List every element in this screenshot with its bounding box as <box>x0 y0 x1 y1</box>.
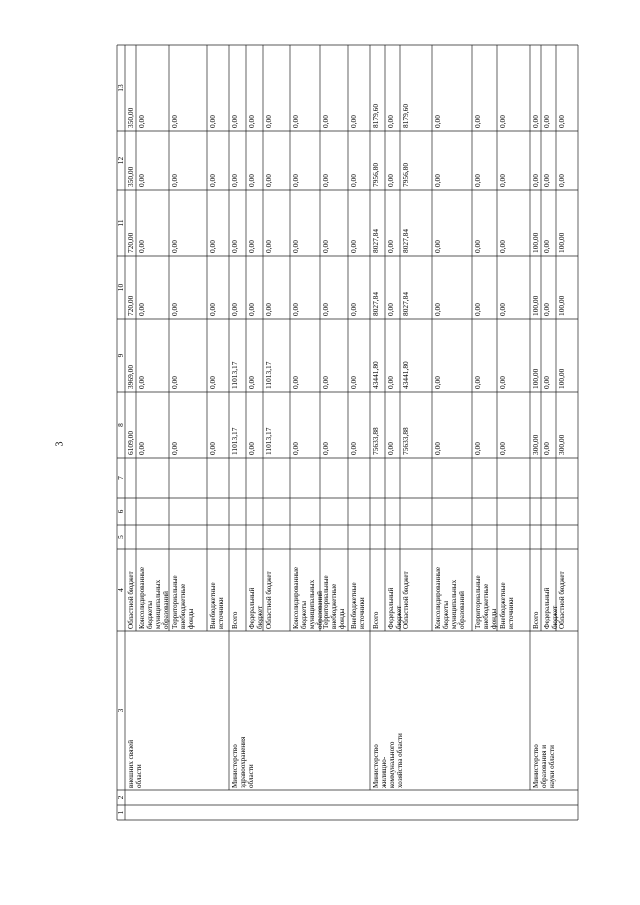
responsible-executor-label: внешних связей <box>127 739 135 788</box>
amount-cell: 0,00 <box>137 174 146 187</box>
funding-source-label: образований <box>316 591 324 629</box>
amount-cell: 100,00 <box>557 232 566 253</box>
funding-source-label: бюджет <box>395 605 403 629</box>
funding-source-label: Всего <box>532 611 540 629</box>
funding-source-label: Консолидированные <box>292 566 300 629</box>
amount-cell: 0,00 <box>498 376 507 389</box>
amount-cell: 0,00 <box>264 115 273 128</box>
funding-source-label: бюджет <box>256 605 264 629</box>
amount-cell: 350,00 <box>126 166 135 187</box>
responsible-executor-label: науки области <box>548 745 556 788</box>
budget-table-grid <box>117 45 578 820</box>
responsible-executor-label: Министерство <box>231 744 239 788</box>
amount-cell: 350,00 <box>126 107 135 128</box>
amount-cell: 75633,88 <box>371 427 380 455</box>
funding-source-label: фонды <box>187 608 195 629</box>
amount-cell: 0,00 <box>230 303 239 316</box>
amount-cell: 0,00 <box>386 303 395 316</box>
column-header-3: 3 <box>116 708 125 713</box>
amount-cell: 0,00 <box>170 240 179 253</box>
amount-cell: 0,00 <box>137 240 146 253</box>
amount-cell: 0,00 <box>498 174 507 187</box>
amount-cell: 720,00 <box>126 232 135 253</box>
column-header-4: 4 <box>116 588 125 592</box>
funding-source-label: внебюджетные <box>179 583 187 629</box>
page-number: 3 <box>54 441 66 447</box>
amount-cell: 11013,17 <box>230 427 239 455</box>
amount-cell: 0,00 <box>498 240 507 253</box>
funding-source-label: Областной бюджет <box>558 571 566 629</box>
funding-source-label: внебюджетные <box>482 583 490 629</box>
amount-cell: 0,00 <box>386 376 395 389</box>
funding-source-label: источники <box>358 597 366 629</box>
amount-cell: 0,00 <box>433 442 442 455</box>
funding-source-label: Всего <box>372 611 380 629</box>
column-header-6: 6 <box>116 509 125 514</box>
amount-cell: 8027,84 <box>401 291 410 316</box>
amount-cell: 0,00 <box>473 376 482 389</box>
amount-cell: 0,00 <box>349 240 358 253</box>
amount-cell: 100,00 <box>531 295 540 316</box>
amount-cell: 0,00 <box>542 240 551 253</box>
amount-cell: 11013,17 <box>264 361 273 389</box>
amount-cell: 75633,88 <box>401 427 410 455</box>
amount-cell: 0,00 <box>247 174 256 187</box>
amount-cell: 0,00 <box>230 174 239 187</box>
amount-cell: 0,00 <box>473 174 482 187</box>
amount-cell: 0,00 <box>291 376 300 389</box>
funding-source-label: Внебюджетные <box>209 582 217 629</box>
amount-cell: 0,00 <box>542 303 551 316</box>
amount-cell: 43441,80 <box>401 361 410 389</box>
amount-cell: 0,00 <box>433 240 442 253</box>
column-header-11: 11 <box>116 219 125 227</box>
amount-cell: 0,00 <box>498 303 507 316</box>
amount-cell: 0,00 <box>557 174 566 187</box>
amount-cell: 0,00 <box>386 240 395 253</box>
amount-cell: 0,00 <box>264 303 273 316</box>
amount-cell: 0,00 <box>264 240 273 253</box>
funding-source-label: образований <box>458 591 466 629</box>
amount-cell: 0,00 <box>433 376 442 389</box>
amount-cell: 300,00 <box>557 434 566 455</box>
funding-source-label: Территориальные <box>171 575 179 629</box>
funding-source-label: источники <box>507 597 515 629</box>
funding-source-label: Внебюджетные <box>499 582 507 629</box>
amount-cell: 0,00 <box>321 303 330 316</box>
amount-cell: 11013,17 <box>264 427 273 455</box>
funding-source-label: образований <box>162 591 170 629</box>
responsible-executor-label: здравоохранения <box>239 736 247 788</box>
amount-cell: 0,00 <box>433 174 442 187</box>
funding-source-label: внебюджетные <box>330 583 338 629</box>
amount-cell: 0,00 <box>291 442 300 455</box>
amount-cell: 0,00 <box>386 115 395 128</box>
amount-cell: 0,00 <box>137 115 146 128</box>
amount-cell: 0,00 <box>247 240 256 253</box>
amount-cell: 0,00 <box>349 303 358 316</box>
amount-cell: 0,00 <box>321 115 330 128</box>
budget-table-body <box>126 104 566 789</box>
amount-cell: 0,00 <box>542 376 551 389</box>
amount-cell: 0,00 <box>230 240 239 253</box>
amount-cell: 0,00 <box>498 115 507 128</box>
amount-cell: 0,00 <box>208 240 217 253</box>
amount-cell: 0,00 <box>473 115 482 128</box>
amount-cell: 0,00 <box>137 442 146 455</box>
amount-cell: 8179,60 <box>401 103 410 128</box>
amount-cell: 100,00 <box>531 368 540 389</box>
funding-source-label: Федеральный <box>543 587 551 629</box>
funding-source-label: муниципальных <box>450 579 458 629</box>
responsible-executor-label: области <box>247 764 255 788</box>
column-header-10: 10 <box>116 283 125 292</box>
column-header-2: 2 <box>116 795 125 800</box>
responsible-executor-label: области <box>135 764 143 788</box>
amount-cell: 0,00 <box>433 115 442 128</box>
amount-cell: 0,00 <box>473 303 482 316</box>
amount-cell: 7956,80 <box>371 162 380 187</box>
funding-source-label: Консолидированные <box>138 566 146 629</box>
amount-cell: 0,00 <box>208 376 217 389</box>
responsible-executor-label: Министерство <box>372 744 380 788</box>
amount-cell: 3969,00 <box>126 364 135 389</box>
responsible-executor-label: образования и <box>540 745 548 788</box>
amount-cell: 100,00 <box>531 232 540 253</box>
funding-source-label: бюджеты <box>300 601 308 629</box>
amount-cell: 0,00 <box>386 174 395 187</box>
amount-cell: 0,00 <box>557 115 566 128</box>
amount-cell: 0,00 <box>473 442 482 455</box>
amount-cell: 0,00 <box>137 376 146 389</box>
amount-cell: 43441,80 <box>371 361 380 389</box>
column-header-1: 1 <box>116 810 125 815</box>
amount-cell: 0,00 <box>137 303 146 316</box>
amount-cell: 6109,00 <box>126 430 135 455</box>
amount-cell: 11013,17 <box>230 361 239 389</box>
amount-cell: 0,00 <box>321 174 330 187</box>
funding-source-label: Территориальные <box>474 575 482 629</box>
amount-cell: 0,00 <box>230 115 239 128</box>
amount-cell: 0,00 <box>247 115 256 128</box>
funding-source-label: Федеральный <box>387 587 395 629</box>
amount-cell: 0,00 <box>349 376 358 389</box>
amount-cell: 0,00 <box>170 376 179 389</box>
funding-source-label: бюджеты <box>146 601 154 629</box>
amount-cell: 0,00 <box>349 442 358 455</box>
amount-cell: 8027,84 <box>371 228 380 253</box>
amount-cell: 0,00 <box>208 115 217 128</box>
amount-cell: 0,00 <box>542 115 551 128</box>
amount-cell: 8179,60 <box>371 103 380 128</box>
amount-cell: 0,00 <box>247 442 256 455</box>
amount-cell: 0,00 <box>170 115 179 128</box>
amount-cell: 0,00 <box>321 240 330 253</box>
amount-cell: 0,00 <box>321 376 330 389</box>
amount-cell: 0,00 <box>247 376 256 389</box>
responsible-executor-label: жилищно- <box>380 756 388 788</box>
amount-cell: 0,00 <box>291 240 300 253</box>
amount-cell: 0,00 <box>349 174 358 187</box>
amount-cell: 0,00 <box>542 174 551 187</box>
amount-cell: 0,00 <box>208 303 217 316</box>
amount-cell: 0,00 <box>291 115 300 128</box>
amount-cell: 0,00 <box>542 442 551 455</box>
amount-cell: 100,00 <box>557 295 566 316</box>
funding-source-label: Внебюджетные <box>350 582 358 629</box>
funding-source-label: муниципальных <box>308 579 316 629</box>
amount-cell: 720,00 <box>126 295 135 316</box>
responsible-executor-label: Министерство <box>532 744 540 788</box>
funding-source-label: бюджеты <box>442 601 450 629</box>
funding-source-label: Областной бюджет <box>127 571 135 629</box>
responsible-executor-label: коммунального <box>388 741 396 788</box>
amount-cell: 0,00 <box>208 442 217 455</box>
amount-cell: 0,00 <box>208 174 217 187</box>
column-header-9: 9 <box>116 353 125 358</box>
funding-source-label: Областной бюджет <box>265 571 273 629</box>
column-header-13: 13 <box>116 84 125 92</box>
amount-cell: 0,00 <box>170 303 179 316</box>
funding-source-label: фонды <box>490 608 498 629</box>
funding-source-label: Всего <box>231 611 239 629</box>
funding-source-label: муниципальных <box>154 579 162 629</box>
amount-cell: 0,00 <box>170 442 179 455</box>
amount-cell: 7956,80 <box>401 162 410 187</box>
amount-cell: 0,00 <box>247 303 256 316</box>
amount-cell: 0,00 <box>291 303 300 316</box>
column-header-8: 8 <box>116 423 125 427</box>
amount-cell: 0,00 <box>531 115 540 128</box>
funding-source-label: Консолидированные <box>434 566 442 629</box>
amount-cell: 8027,84 <box>371 291 380 316</box>
amount-cell: 0,00 <box>264 174 273 187</box>
amount-cell: 100,00 <box>557 368 566 389</box>
amount-cell: 300,00 <box>531 434 540 455</box>
amount-cell: 0,00 <box>386 442 395 455</box>
funding-source-label: Территориальные <box>322 575 330 629</box>
column-header-7: 7 <box>116 476 125 480</box>
amount-cell: 0,00 <box>433 303 442 316</box>
responsible-executor-label: хозяйства области <box>396 733 404 788</box>
column-header-12: 12 <box>116 156 125 165</box>
funding-source-label: бюджет <box>551 605 559 629</box>
amount-cell: 0,00 <box>531 174 540 187</box>
amount-cell: 0,00 <box>291 174 300 187</box>
amount-cell: 0,00 <box>321 442 330 455</box>
funding-source-label: источники <box>217 597 225 629</box>
funding-source-label: Областной бюджет <box>402 571 410 629</box>
amount-cell: 0,00 <box>170 174 179 187</box>
column-header-5: 5 <box>116 535 125 539</box>
amount-cell: 0,00 <box>349 115 358 128</box>
amount-cell: 8027,84 <box>401 228 410 253</box>
amount-cell: 0,00 <box>473 240 482 253</box>
funding-source-label: Федеральный <box>248 587 256 629</box>
amount-cell: 0,00 <box>498 442 507 455</box>
funding-source-label: фонды <box>338 608 346 629</box>
